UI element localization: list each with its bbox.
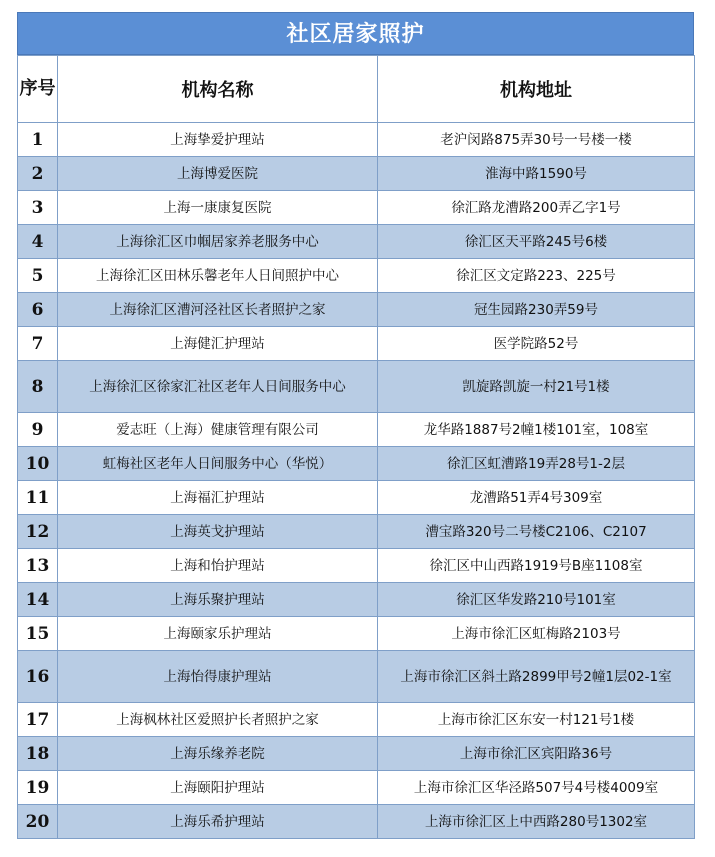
care-table-container: [17, 12, 694, 839]
row-address: 徐汇区虹漕路19弄28号1-2层: [378, 447, 695, 481]
table-row: [18, 617, 695, 651]
table-body: [18, 123, 695, 839]
table-row: [18, 157, 695, 191]
row-name: 上海健汇护理站: [58, 327, 378, 361]
row-address: 凯旋路凯旋一村21号1楼: [378, 361, 695, 413]
row-num: 7: [18, 327, 58, 361]
row-num: 1: [18, 123, 58, 157]
header-row: [18, 56, 695, 123]
table-row: [18, 361, 695, 413]
row-address: 上海市徐汇区华泾路507号4号楼4009室: [378, 771, 695, 805]
row-num: 14: [18, 583, 58, 617]
row-address: 上海市徐汇区上中西路280号1302室: [378, 805, 695, 839]
row-num: 11: [18, 481, 58, 515]
row-num: 17: [18, 703, 58, 737]
row-name: 上海和怡护理站: [58, 549, 378, 583]
row-name: 上海福汇护理站: [58, 481, 378, 515]
row-address: 上海市徐汇区斜土路2899甲号2幢1层02-1室: [378, 651, 695, 703]
row-name: 上海徐汇区田林乐馨老年人日间照护中心: [58, 259, 378, 293]
table-row: [18, 771, 695, 805]
row-num: 5: [18, 259, 58, 293]
row-name: 上海乐缘养老院: [58, 737, 378, 771]
row-num: 16: [18, 651, 58, 703]
row-address: 上海市徐汇区虹梅路2103号: [378, 617, 695, 651]
table-row: [18, 447, 695, 481]
row-address: 上海市徐汇区东安一村121号1楼: [378, 703, 695, 737]
table-row: [18, 327, 695, 361]
row-address: 龙漕路51弄4号309室: [378, 481, 695, 515]
row-num: 13: [18, 549, 58, 583]
row-address: 龙华路1887号2幢1楼101室，108室: [378, 413, 695, 447]
table-title: 社区居家照护: [17, 12, 694, 55]
row-name: 虹梅社区老年人日间服务中心（华悦）: [58, 447, 378, 481]
row-name: 上海徐汇区漕河泾社区长者照护之家: [58, 293, 378, 327]
row-address: 徐汇区中山西路1919号B座1108室: [378, 549, 695, 583]
row-name: 上海英戈护理站: [58, 515, 378, 549]
row-address: 医学院路52号: [378, 327, 695, 361]
table-row: [18, 549, 695, 583]
row-num: 15: [18, 617, 58, 651]
table-row: [18, 225, 695, 259]
table-row: [18, 651, 695, 703]
row-address: 徐汇路龙漕路200弄乙字1号: [378, 191, 695, 225]
row-name: 上海颐阳护理站: [58, 771, 378, 805]
institution-table: [17, 55, 695, 839]
row-address: 上海市徐汇区宾阳路36号: [378, 737, 695, 771]
table-row: [18, 703, 695, 737]
row-name: 上海徐汇区巾帼居家养老服务中心: [58, 225, 378, 259]
table-row: [18, 293, 695, 327]
row-address: 淮海中路1590号: [378, 157, 695, 191]
row-address: 徐汇区华发路210号101室: [378, 583, 695, 617]
row-num: 2: [18, 157, 58, 191]
row-num: 20: [18, 805, 58, 839]
table-row: [18, 805, 695, 839]
table-row: [18, 737, 695, 771]
row-name: 上海一康康复医院: [58, 191, 378, 225]
header-address: 机构地址: [378, 56, 695, 123]
row-name: 爱志旺（上海）健康管理有限公司: [58, 413, 378, 447]
row-num: 10: [18, 447, 58, 481]
table-row: [18, 583, 695, 617]
table-row: [18, 191, 695, 225]
row-num: 3: [18, 191, 58, 225]
row-num: 4: [18, 225, 58, 259]
row-num: 19: [18, 771, 58, 805]
table-row: [18, 481, 695, 515]
table-row: [18, 413, 695, 447]
row-num: 9: [18, 413, 58, 447]
row-name: 上海乐聚护理站: [58, 583, 378, 617]
row-name: 上海颐家乐护理站: [58, 617, 378, 651]
header-num: 序号: [18, 56, 58, 123]
row-address: 漕宝路320号二号楼C2106、C2107: [378, 515, 695, 549]
row-name: 上海徐汇区徐家汇社区老年人日间服务中心: [58, 361, 378, 413]
row-address: 徐汇区文定路223、225号: [378, 259, 695, 293]
row-num: 12: [18, 515, 58, 549]
table-row: [18, 515, 695, 549]
row-address: 冠生园路230弄59号: [378, 293, 695, 327]
row-address: 老沪闵路875弄30号一号楼一楼: [378, 123, 695, 157]
row-address: 徐汇区天平路245号6楼: [378, 225, 695, 259]
table-row: [18, 259, 695, 293]
row-name: 上海枫林社区爱照护长者照护之家: [58, 703, 378, 737]
row-num: 18: [18, 737, 58, 771]
row-name: 上海挚爱护理站: [58, 123, 378, 157]
row-num: 6: [18, 293, 58, 327]
row-name: 上海乐希护理站: [58, 805, 378, 839]
header-name: 机构名称: [58, 56, 378, 123]
table-row: [18, 123, 695, 157]
row-num: 8: [18, 361, 58, 413]
row-name: 上海怡得康护理站: [58, 651, 378, 703]
row-name: 上海博爱医院: [58, 157, 378, 191]
